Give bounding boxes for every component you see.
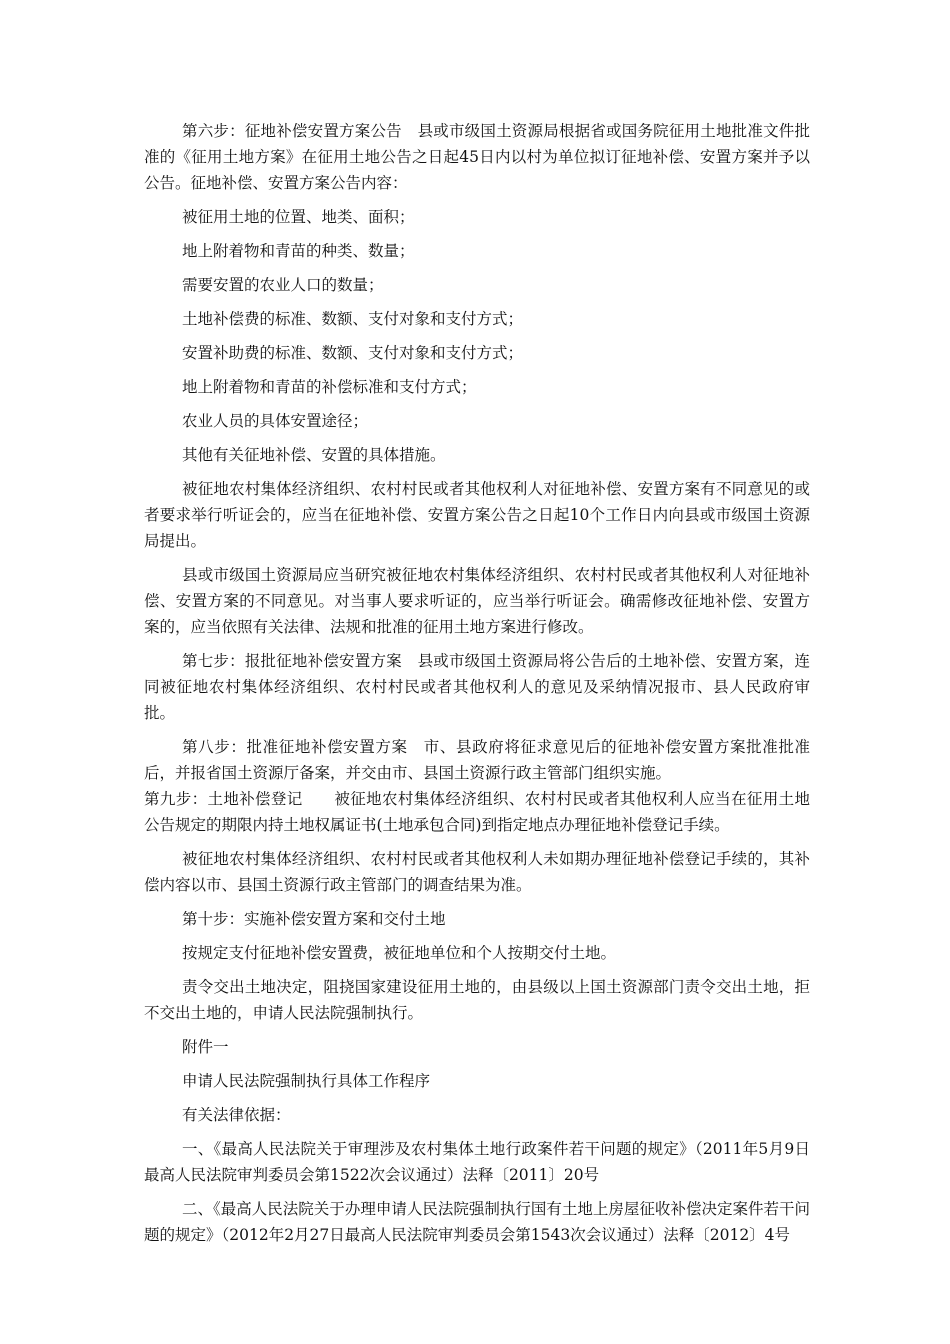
legal-basis-heading: 有关法律依据： [182, 1106, 291, 1124]
legal-basis-item: 一、《最高人民法院关于审理涉及农村集体土地行政案件若干问题的规定》（2011年5月9日最高人民法院审判委员会第1522次会议通过）法释〔2011〕20号 [144, 1140, 810, 1184]
list-item: 其他有关征地补偿、安置的具体措施。 [182, 446, 446, 464]
step-7-paragraph: 第七步：报批征地补偿安置方案 县或市级国土资源局将公告后的土地补偿、安置方案，连同被征地农村集体经济组织、农村村民或者其他权利人的意见及采纳情况报市、县人民政府审批。 [144, 652, 810, 722]
step-9-paragraph: 第九步：土地补偿登记 被征地农村集体经济组织、农村村民或者其他权利人应当在征用土地公告规定的期限内持土地权属证书(土地承包合同)到指定地点办理征地补偿登记手续。 [144, 790, 810, 834]
body-paragraph: 县或市级国土资源局应当研究被征地农村集体经济组织、农村村民或者其他权利人对征地补偿、安置方案的不同意见。对当事人要求听证的，应当举行听证会。确需修改征地补偿、安置方案的，应当依照有关法律、法规和批准的征用土地方案进行修改。 [144, 566, 810, 636]
step-8-paragraph: 第八步：批准征地补偿安置方案 市、县政府将征求意见后的征地补偿安置方案批准批准后，并报省国土资源厅备案，并交由市、县国土资源行政主管部门组织实施。 [144, 738, 810, 782]
document-body [144, 118, 810, 1256]
list-item: 农业人员的具体安置途径； [182, 412, 369, 430]
attachment-label: 附件一 [182, 1038, 229, 1056]
legal-basis-item: 二、《最高人民法院关于办理申请人民法院强制执行国有土地上房屋征收补偿决定案件若干问题的规定》（2012年2月27日最高人民法院审判委员会第1543次会议通过）法释〔2012〕4号 [144, 1200, 810, 1244]
list-item: 被征用土地的位置、地类、面积； [182, 208, 415, 226]
body-paragraph: 被征地农村集体经济组织、农村村民或者其他权利人对征地补偿、安置方案有不同意见的或者要求举行听证会的，应当在征地补偿、安置方案公告之日起10个工作日内向县或市级国土资源局提出。 [144, 480, 810, 550]
body-paragraph: 被征地农村集体经济组织、农村村民或者其他权利人未如期办理征地补偿登记手续的，其补偿内容以市、县国土资源行政主管部门的调查结果为准。 [144, 850, 810, 894]
attachment-title: 申请人民法院强制执行具体工作程序 [182, 1072, 431, 1090]
list-item: 需要安置的农业人口的数量； [182, 276, 384, 294]
body-paragraph: 责令交出土地决定，阻挠国家建设征用土地的，由县级以上国土资源部门责令交出土地，拒不交出土地的，申请人民法院强制执行。 [144, 978, 810, 1022]
step-10-heading: 第十步：实施补偿安置方案和交付土地 [182, 910, 446, 928]
step-6-paragraph: 第六步：征地补偿安置方案公告 县或市级国土资源局根据省或国务院征用土地批准文件批准的《征用土地方案》在征用土地公告之日起45日内以村为单位拟订征地补偿、安置方案并予以公告。征地补偿、安置方案公告内容： [144, 122, 810, 192]
list-item: 地上附着物和青苗的种类、数量； [182, 242, 415, 260]
body-paragraph: 按规定支付征地补偿安置费，被征地单位和个人按期交付土地。 [182, 944, 617, 962]
list-item: 土地补偿费的标准、数额、支付对象和支付方式； [182, 310, 524, 328]
list-item: 地上附着物和青苗的补偿标准和支付方式； [182, 378, 477, 396]
list-item: 安置补助费的标准、数额、支付对象和支付方式； [182, 344, 524, 362]
